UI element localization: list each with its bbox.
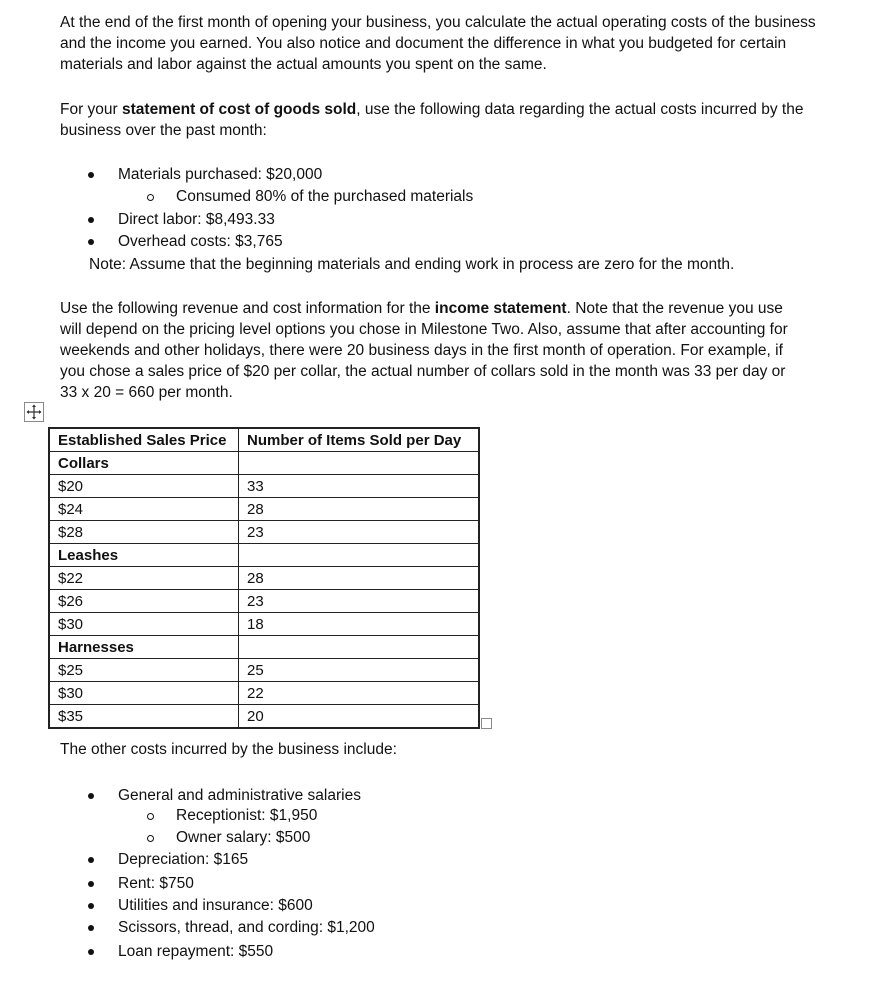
quantity-cell: 23 [239, 590, 480, 613]
ga-salaries-text: General and administrative salaries [118, 787, 361, 804]
table-row [49, 452, 479, 475]
owner-salary-text: Owner salary: $500 [176, 829, 311, 846]
price-cell: $26 [49, 590, 239, 613]
table-row [49, 682, 479, 705]
income-prefix: Use the following revenue and cost information for the [60, 300, 435, 317]
loan-text: Loan repayment: $550 [118, 943, 274, 960]
quantity-cell: 28 [239, 498, 480, 521]
table-row [49, 636, 479, 659]
sub-bullet-icon [147, 813, 154, 820]
bullet-icon [88, 217, 94, 223]
cogs-suffix: , use the following data regarding the actual costs incurred by the business over the past month: [60, 101, 804, 139]
receptionist-text: Receptionist: $1,950 [176, 807, 318, 824]
price-cell: $22 [49, 567, 239, 590]
note-text: Note: Assume that the beginning materials and ending work in process are zero for the month. [89, 256, 735, 273]
category-cell: Leashes [49, 544, 239, 567]
cogs-instructions [60, 99, 820, 141]
intro-paragraph: At the end of the first month of opening your business, you calculate the actual operating costs of the business and the income you earned. You also notice and document the difference in what you budgeted for certain materials and labor against the actual amounts you spent on the same. [60, 14, 816, 73]
table-row [49, 613, 479, 636]
quantity-cell [239, 544, 480, 567]
bullet-icon [88, 239, 94, 245]
price-cell: $28 [49, 521, 239, 544]
rent-text: Rent: $750 [118, 875, 194, 892]
sub-bullet-icon [147, 835, 154, 842]
table-header-row [49, 428, 479, 452]
table-row [49, 475, 479, 498]
table-move-handle[interactable] [24, 402, 44, 422]
category-cell: Harnesses [49, 636, 239, 659]
table-row [49, 498, 479, 521]
bullet-icon [88, 925, 94, 931]
quantity-cell: 28 [239, 567, 480, 590]
price-cell: $30 [49, 613, 239, 636]
quantity-cell: 33 [239, 475, 480, 498]
materials-text: Materials purchased: $20,000 [118, 166, 323, 183]
cogs-prefix: For your [60, 101, 123, 118]
income-suffix: . Note that the revenue you use will depend on the pricing level options you chose in Milestone Two. Also, assume that after accounting for weekends and other holidays, there were 20 business days in the first month of operation. For example, if you chose a sales price of $20 per collar, the actual number of collars sold in the month was 33 per day or 33 x 20 = 660 per month. [60, 300, 788, 401]
price-cell: $30 [49, 682, 239, 705]
depreciation-text: Depreciation: $165 [118, 851, 249, 868]
sales-price-table [48, 427, 480, 729]
table-resize-handle[interactable] [481, 718, 492, 729]
price-cell: $35 [49, 705, 239, 729]
bullet-icon [88, 881, 94, 887]
utilities-text: Utilities and insurance: $600 [118, 897, 313, 914]
bullet-icon [88, 903, 94, 909]
bullet-icon [88, 793, 94, 799]
quantity-cell: 25 [239, 659, 480, 682]
labor-text: Direct labor: $8,493.33 [118, 211, 275, 228]
table-row [49, 544, 479, 567]
price-cell: $20 [49, 475, 239, 498]
other-costs-intro: The other costs incurred by the business include: [60, 741, 397, 758]
price-cell: $24 [49, 498, 239, 521]
quantity-cell [239, 636, 480, 659]
bullet-icon [88, 857, 94, 863]
overhead-text: Overhead costs: $3,765 [118, 233, 283, 250]
quantity-cell: 18 [239, 613, 480, 636]
table-row [49, 521, 479, 544]
table-row [49, 705, 479, 729]
bullet-icon [88, 172, 94, 178]
income-instructions [60, 298, 805, 403]
quantity-cell: 20 [239, 705, 480, 729]
bullet-icon [88, 949, 94, 955]
quantity-cell: 23 [239, 521, 480, 544]
cogs-bold-term: statement of cost of goods sold [122, 101, 357, 118]
table-row [49, 567, 479, 590]
header-items-sold: Number of Items Sold per Day [239, 428, 480, 452]
table-row [49, 590, 479, 613]
consumed-text: Consumed 80% of the purchased materials [176, 188, 474, 205]
quantity-cell [239, 452, 480, 475]
move-arrows-icon [25, 403, 43, 421]
sub-bullet-icon [147, 194, 154, 201]
header-sales-price: Established Sales Price [49, 428, 239, 452]
quantity-cell: 22 [239, 682, 480, 705]
income-bold-term: income statement [434, 300, 567, 317]
price-cell: $25 [49, 659, 239, 682]
category-cell: Collars [49, 452, 239, 475]
scissors-text: Scissors, thread, and cording: $1,200 [118, 919, 375, 936]
table-row [49, 659, 479, 682]
